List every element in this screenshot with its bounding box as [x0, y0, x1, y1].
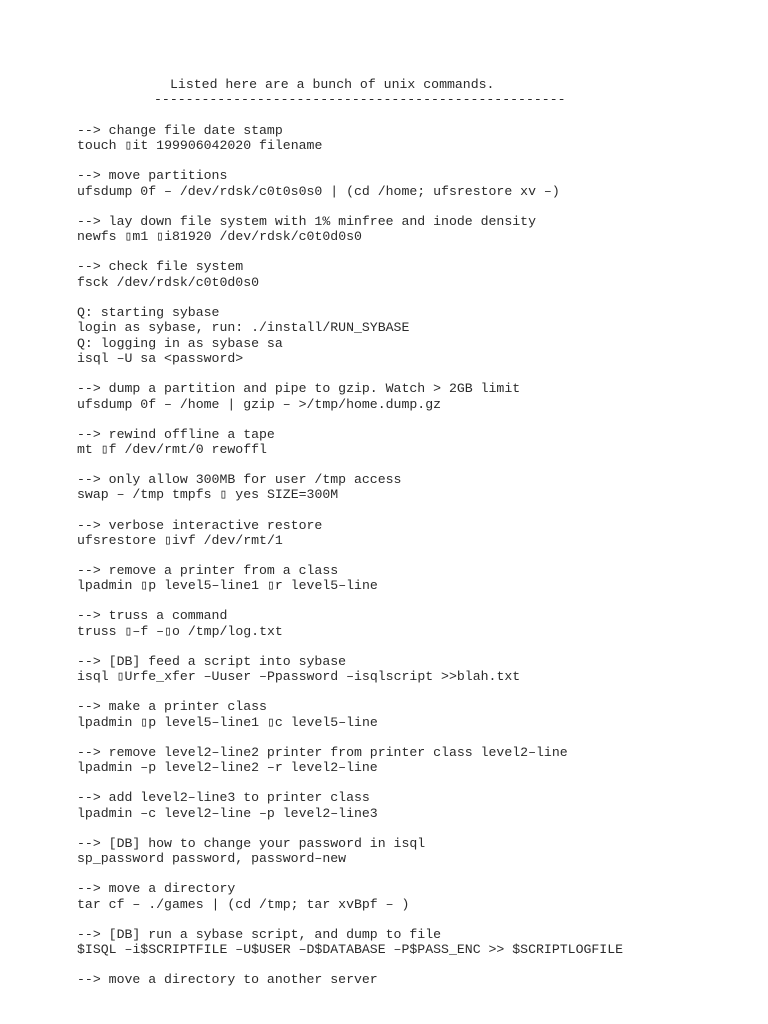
section-heading: --> move a directory to another server	[77, 972, 378, 988]
section-heading: --> verbose interactive restore	[77, 517, 323, 533]
command-section	[77, 305, 757, 367]
command-line: lpadmin –c level2–line –p level2–line3	[77, 805, 378, 821]
section-heading: --> dump a partition and pipe to gzip. Watch > 2GB limit	[77, 381, 521, 397]
command-section	[77, 214, 757, 245]
command-section	[77, 699, 757, 730]
command-section	[77, 972, 757, 987]
command-line: ufsdump 0f – /home | gzip – >/tmp/home.dump.gz	[77, 396, 442, 412]
command-section	[77, 259, 757, 290]
section-heading: --> add level2–line3 to printer class	[77, 790, 370, 806]
section-heading: --> rewind offline a tape	[77, 426, 275, 442]
command-section	[77, 427, 757, 458]
document-title: Listed here are a bunch of unix commands.	[170, 77, 495, 92]
command-line: $ISQL –i$SCRIPTFILE –U$USER –D$DATABASE –P$PASS_ENC >> $SCRIPTLOGFILE	[77, 942, 624, 958]
command-line: sp_password password, password–new	[77, 851, 347, 867]
command-section	[77, 563, 757, 594]
section-heading: --> move partitions	[77, 168, 228, 184]
command-line: lpadmin ▯p level5–line1 ▯c level5–line	[77, 714, 378, 730]
section-heading: Q: starting sybase	[77, 304, 220, 320]
command-list	[77, 123, 757, 1002]
command-line: swap – /tmp tmpfs ▯ yes SIZE=300M	[77, 487, 339, 503]
command-section	[77, 381, 757, 412]
command-section	[77, 881, 757, 912]
command-section	[77, 608, 757, 639]
command-section	[77, 790, 757, 821]
section-heading: --> remove a printer from a class	[77, 563, 339, 578]
command-section	[77, 123, 757, 154]
command-line: tar cf – ./games | (cd /tmp; tar xvBpf – )	[77, 896, 410, 912]
command-line: newfs ▯m1 ▯i81920 /dev/rdsk/c0t0d0s0	[77, 229, 362, 245]
command-section	[77, 836, 757, 867]
section-heading: --> truss a command	[77, 608, 228, 624]
command-line: ufsdump 0f – /dev/rdsk/c0t0s0s0 | (cd /home; ufsrestore xv –)	[77, 183, 560, 199]
command-section	[77, 472, 757, 503]
command-section	[77, 927, 757, 958]
command-line: login as sybase, run: ./install/RUN_SYBASE	[77, 320, 410, 336]
section-heading: --> lay down file system with 1% minfree and inode density	[77, 213, 536, 229]
command-line: lpadmin ▯p level5–line1 ▯r level5–line	[77, 578, 378, 594]
command-line: isql –U sa <password>	[77, 351, 244, 367]
command-line: Q: logging in as sybase sa	[77, 335, 283, 351]
section-heading: --> change file date stamp	[77, 123, 283, 138]
command-line: isql ▯Urfe_xfer –Uuser –Ppassword –isqlscript >>blah.txt	[77, 669, 521, 685]
command-line: ufsrestore ▯ivf /dev/rmt/1	[77, 532, 283, 548]
command-line: truss ▯–f –▯o /tmp/log.txt	[77, 623, 283, 639]
command-section	[77, 745, 757, 776]
section-heading: --> remove level2–line2 printer from printer class level2–line	[77, 744, 568, 760]
command-line: lpadmin –p level2–line2 –r level2–line	[77, 760, 378, 776]
command-section	[77, 168, 757, 199]
command-section	[77, 654, 757, 685]
command-line: touch ▯it 199906042020 filename	[77, 138, 323, 154]
command-line: mt ▯f /dev/rmt/0 rewoffl	[77, 441, 267, 457]
command-line: fsck /dev/rdsk/c0t0d0s0	[77, 274, 260, 290]
section-heading: --> [DB] run a sybase script, and dump to file	[77, 926, 442, 942]
section-heading: --> move a directory	[77, 881, 236, 897]
title-underline: ----------------------------------------------------	[154, 92, 566, 107]
section-heading: --> [DB] feed a script into sybase	[77, 653, 347, 669]
section-heading: --> make a printer class	[77, 699, 267, 715]
section-heading: --> only allow 300MB for user /tmp access	[77, 472, 402, 488]
section-heading: --> check file system	[77, 259, 244, 275]
section-heading: --> [DB] how to change your password in isql	[77, 835, 426, 851]
command-section	[77, 518, 757, 549]
